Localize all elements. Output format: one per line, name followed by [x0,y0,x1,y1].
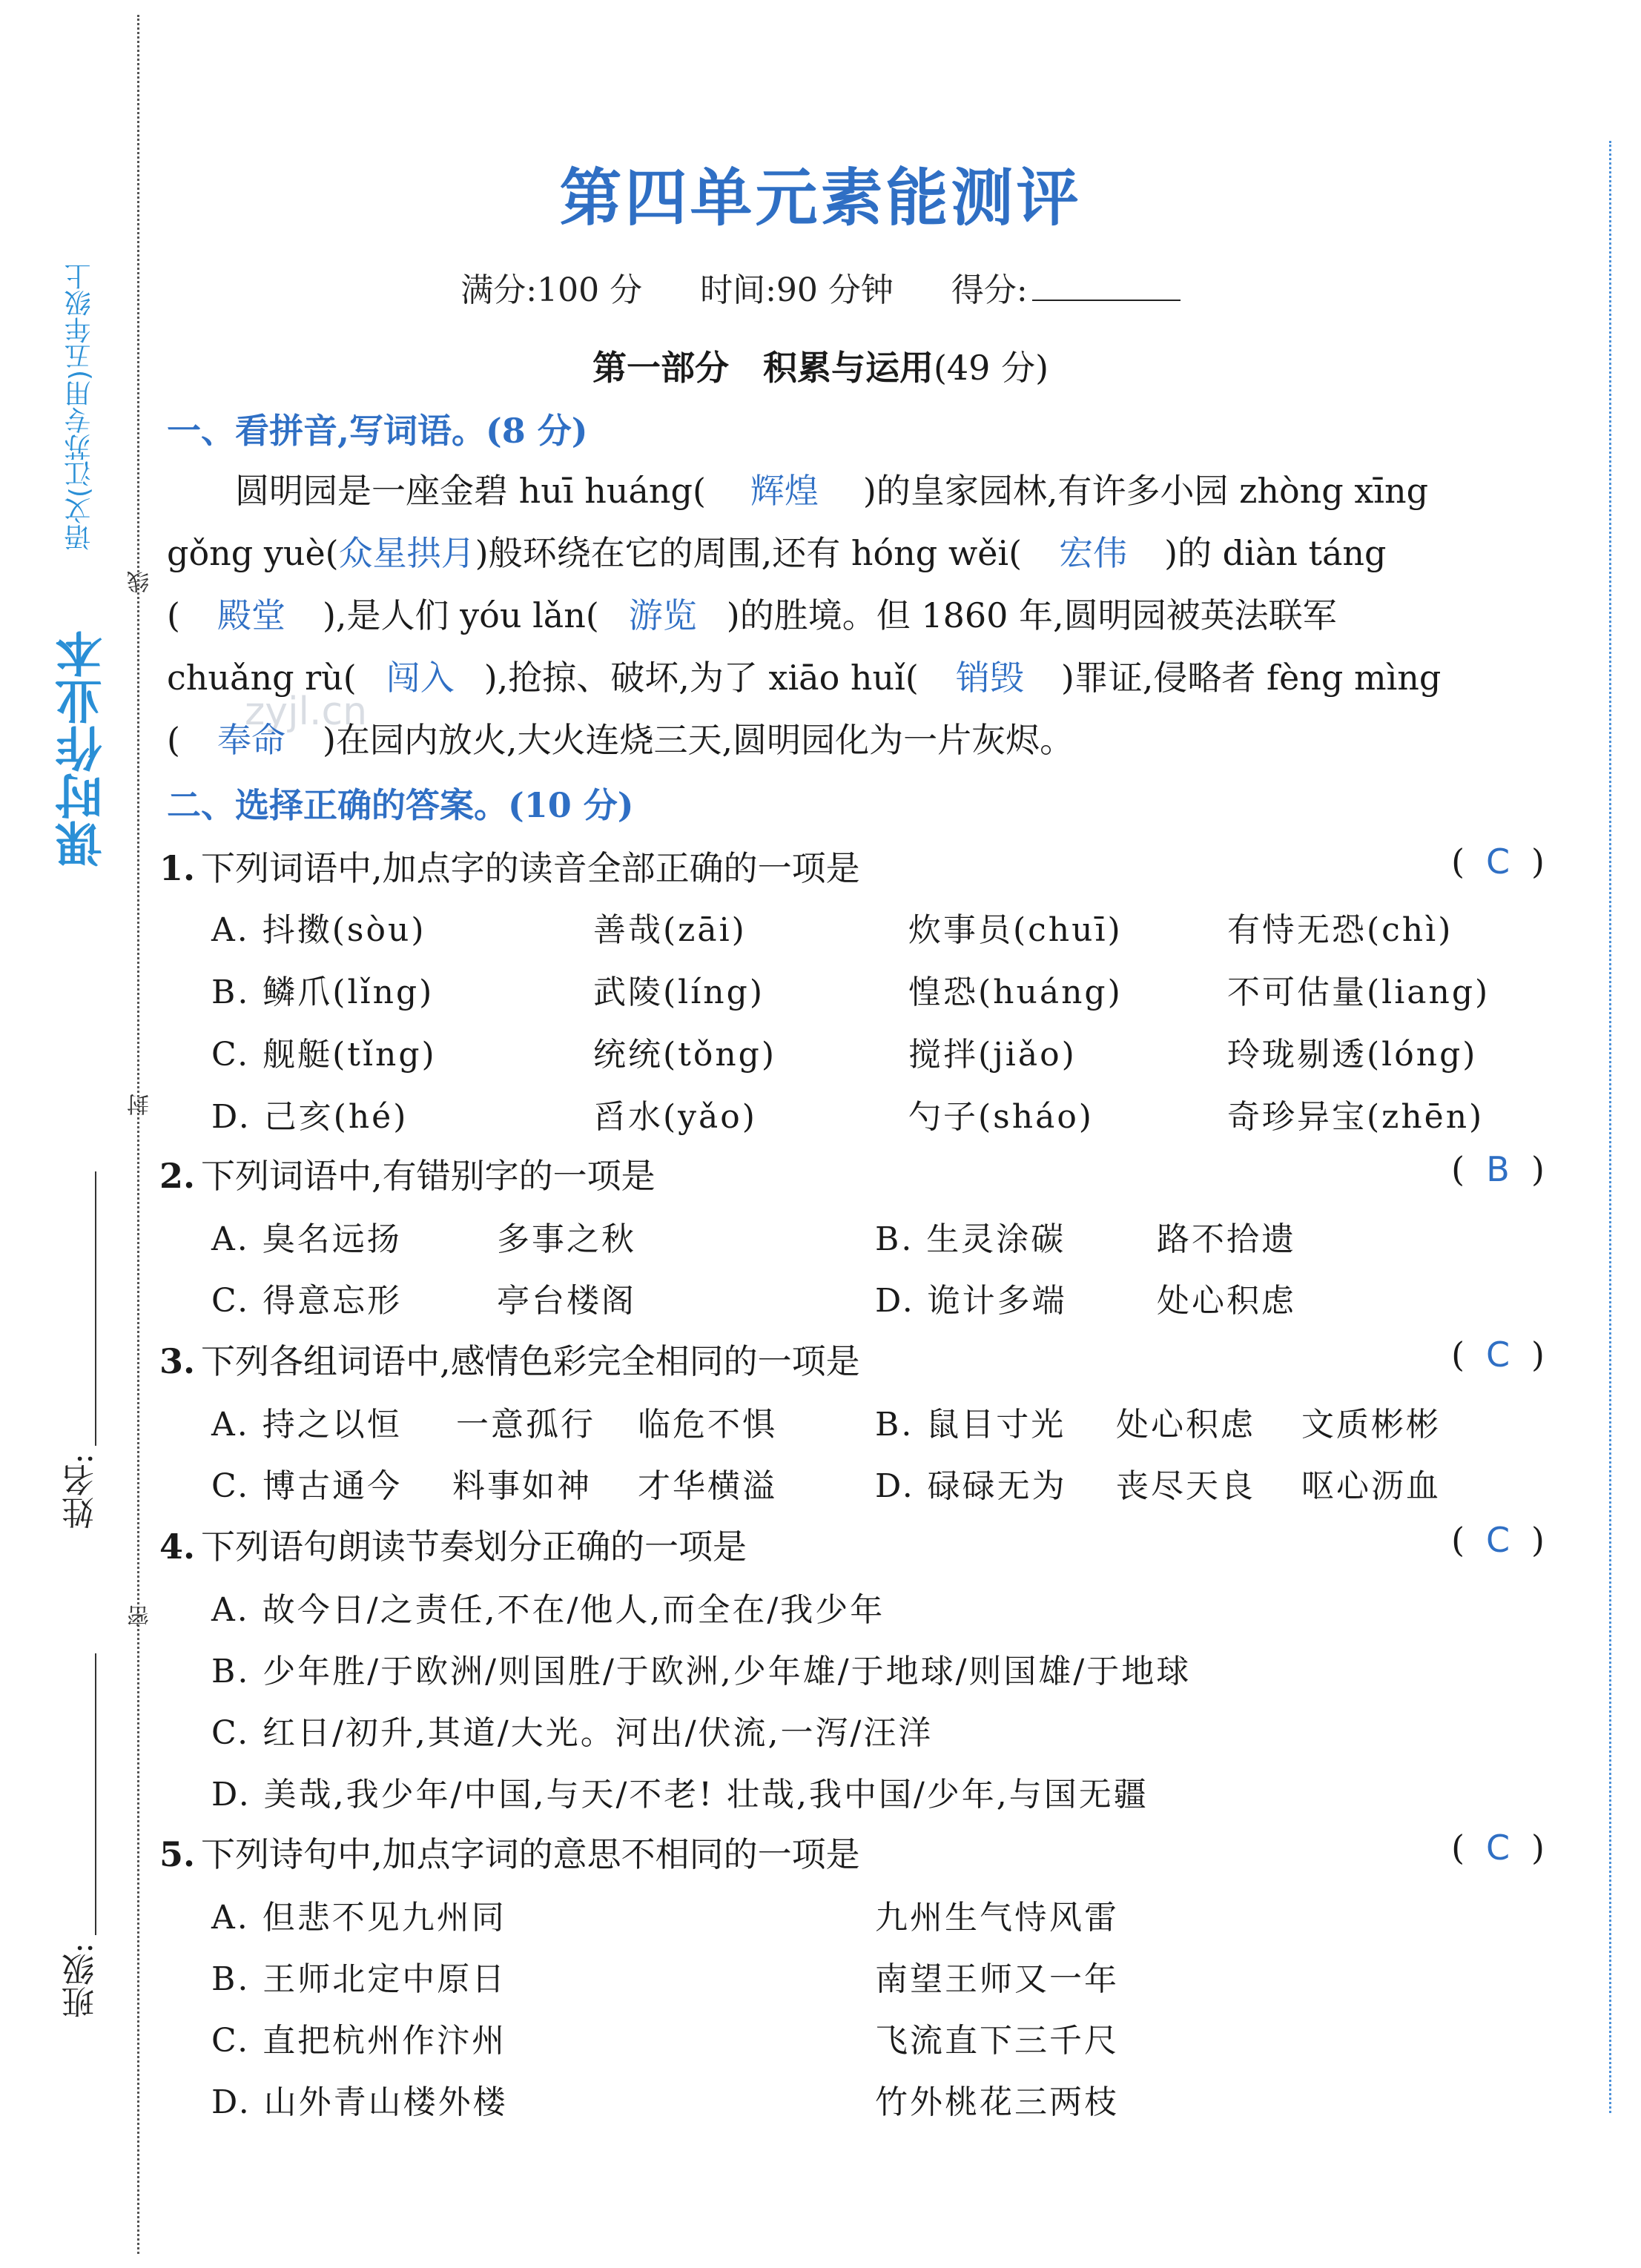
question-2 [159,1149,656,1198]
question-number: 2. [159,1156,196,1196]
option-text: 临危不惧 [638,1406,777,1444]
option-text: D. 己亥(hé) [211,1098,409,1136]
passage-line [167,522,1546,584]
q1-option[interactable] [1227,965,1490,1013]
q1-option[interactable] [593,903,747,950]
option-text: 处心积虑 [1116,1406,1255,1444]
q4-option[interactable]: A. 故今日/之责任,不在/他人,而全在/我少年 [211,1591,885,1629]
q3-option[interactable] [1116,1398,1255,1445]
question-number: 1. [159,848,196,888]
q5-option[interactable]: 竹外桃花三两枝 [875,2083,1119,2121]
answer-blank[interactable]: 销毁 [955,658,1024,698]
q1-option[interactable] [1227,1090,1484,1137]
question-4 [159,1520,747,1569]
passage-text: ),抢掠、破坏,为了 xiāo huǐ( [483,658,919,698]
q4-option[interactable]: C. 红日/初升,其道/大光。河出/伏流,一泻/汪洋 [211,1714,934,1752]
passage-line [167,584,1546,647]
q1-option[interactable] [211,903,426,950]
passage-text: )般环绕在它的周围,还有 hóng wěi( [475,533,1023,573]
answer-blank[interactable]: 游览 [628,595,697,635]
q3-option[interactable] [211,1459,402,1507]
q3-option[interactable] [211,1398,402,1445]
option-text: 搅拌(jiǎo) [908,1036,1077,1074]
q3-option[interactable] [638,1398,777,1445]
passage-text: )的 diàn táng [1164,533,1387,573]
q2-option[interactable] [1157,1212,1296,1260]
passage-text: gǒng yuè( [167,533,339,573]
q3-option[interactable] [452,1459,592,1507]
option-text: 一意孤行 [456,1406,595,1444]
q1-option[interactable] [593,1090,757,1137]
option-text: D. 碌碌无为 [875,1467,1067,1505]
option-text: 有恃无恐(chì) [1227,911,1453,949]
section1-heading: 一、看拼音,写词语。(8 分) [167,411,588,451]
question-text: 下列诗句中,加点字词的意思不相同的一项是 [201,1834,860,1874]
brand-subtitle: 语文(江苏专用)五年级上 [65,263,95,552]
question-text: 下列各组词语中,感情色彩完全相同的一项是 [201,1341,860,1381]
question-number: 4. [159,1527,196,1567]
answer-value: C [1485,842,1510,882]
passage-text: chuǎng rù( [167,658,357,698]
q1-option[interactable] [908,903,1123,950]
q2-option[interactable] [875,1274,1067,1321]
option-text: 文质彬彬 [1301,1406,1441,1444]
answer-slot-1[interactable]: ( C ) [1451,842,1545,882]
right-margin-line [1609,141,1611,2113]
option-text: 不可估量(liang) [1227,973,1490,1011]
name-field[interactable] [95,1171,96,1446]
part-heading [0,341,1641,390]
passage-line [167,709,1546,771]
option-text: A. 持之以恒 [211,1406,402,1444]
passage-text: ( [167,595,180,635]
q2-option[interactable] [1157,1274,1296,1321]
answer-blank[interactable]: 殿堂 [217,595,285,635]
q5-option[interactable]: B. 王师北定中原日 [211,1960,507,1998]
answer-blank[interactable]: 奉命 [217,720,285,760]
option-text: 料事如神 [452,1467,592,1505]
option-text: 多事之秋 [497,1220,636,1258]
option-text: 亭台楼阁 [497,1282,636,1320]
question-text: 下列词语中,有错别字的一项是 [201,1156,656,1196]
test-meta [0,263,1641,311]
q1-option[interactable] [908,965,1123,1013]
cut-mark-secret: 密 [128,1605,153,1627]
q5-option[interactable]: 九州生气恃风雷 [875,1899,1119,1937]
passage-text: ),是人们 yóu lǎn( [322,595,599,635]
option-text: 善哉(zāi) [593,911,747,949]
answer-value: C [1485,1520,1510,1560]
question-1 [159,842,860,890]
q5-option[interactable]: A. 但悲不见九州同 [211,1899,506,1937]
option-text: 路不拾遗 [1157,1220,1296,1258]
option-text: B. 鳞爪(lǐng) [211,973,435,1011]
answer-value: B [1486,1149,1510,1189]
option-text: 奇珍异宝(zhēn) [1227,1098,1485,1136]
q5-option[interactable]: D. 山外青山楼外楼 [211,2083,508,2121]
passage-text: ( [167,720,180,760]
option-text: C. 得意忘形 [211,1282,403,1320]
option-text: A. 抖擞(sòu) [211,911,426,949]
passage-text: 圆明园是一座金碧 huī huáng( [235,471,706,511]
question-text: 下列语句朗读节奏划分正确的一项是 [201,1527,747,1567]
q1-option[interactable] [593,1028,776,1075]
name-label: 姓名: [62,1453,100,1530]
option-text: B. 生灵涂碳 [875,1220,1066,1258]
answer-blank[interactable]: 众星拱月 [338,533,475,573]
option-text: 呕心沥血 [1301,1467,1441,1505]
time-limit: 时间:90 分钟 [700,271,894,309]
option-text: C. 博古通今 [211,1467,403,1505]
option-text: 炊事员(chuī) [908,911,1123,949]
passage-text: )在园内放火,大火连烧三天,圆明园化为一片灰烬。 [322,720,1074,760]
q2-option[interactable] [497,1274,636,1321]
score-label: 得分: [951,271,1028,309]
passage-text: )的皇家园林,有许多小园 zhòng xīng [862,471,1429,511]
q1-option[interactable] [908,1028,1077,1075]
q3-option[interactable] [1301,1398,1441,1445]
answer-slot-5[interactable]: ( C ) [1451,1828,1545,1868]
option-text: 丧尽天良 [1116,1467,1255,1505]
answer-value: C [1485,1335,1510,1375]
option-text: B. 鼠目寸光 [875,1406,1066,1444]
q4-option[interactable]: D. 美哉,我少年/中国,与天/不老! 壮哉,我中国/少年,与国无疆 [211,1776,1149,1814]
question-number: 5. [159,1834,196,1874]
q3-option[interactable] [638,1459,777,1507]
question-5 [159,1828,860,1877]
answer-slot-2[interactable]: ( B ) [1451,1149,1545,1189]
class-label: 班级: [62,1943,100,2019]
option-text: 舀水(yǎo) [593,1098,757,1136]
full-score: 满分:100 分 [460,271,643,309]
passage-text: )的胜境。但 1860 年,圆明园被英法联军 [726,595,1337,635]
section2-heading: 二、选择正确的答案。(10 分) [167,785,634,825]
q5-option[interactable]: C. 直把杭州作汴州 [211,2022,507,2060]
brand-logo: 课时作业本 [56,630,110,867]
option-text: 玲珑剔透(lóng) [1227,1036,1478,1074]
option-text: 武陵(líng) [593,973,765,1011]
question-number: 3. [159,1341,196,1381]
option-text: 勺子(sháo) [908,1098,1094,1136]
passage-line [167,647,1546,709]
q3-option[interactable] [1116,1459,1255,1507]
option-text: 才华横溢 [638,1467,777,1505]
answer-value: C [1485,1828,1510,1868]
q3-option[interactable] [875,1398,1066,1445]
passage-text: )罪证,侵略者 fèng mìng [1060,658,1442,698]
answer-slot-3[interactable]: ( C ) [1451,1335,1545,1375]
option-text: 惶恐(huáng) [908,973,1123,1011]
option-text: D. 诡计多端 [875,1282,1067,1320]
q1-option[interactable] [1227,1028,1477,1075]
option-text: 处心积虑 [1157,1282,1296,1320]
q1-option[interactable] [593,965,765,1013]
answer-blank[interactable]: 闯入 [386,658,455,698]
answer-blank[interactable]: 宏伟 [1059,533,1128,573]
question-3 [159,1335,860,1383]
passage-line [167,460,1546,522]
answer-slot-4[interactable]: ( C ) [1451,1520,1545,1560]
q2-option[interactable] [875,1212,1066,1260]
section1-passage [167,460,1546,771]
q2-option[interactable] [211,1212,402,1260]
q1-option[interactable] [1227,903,1453,950]
score-field[interactable] [1032,300,1181,301]
option-text: C. 舰艇(tǐng) [211,1036,437,1074]
q3-option[interactable] [456,1398,595,1445]
q3-option[interactable] [1301,1459,1441,1507]
q2-option[interactable] [211,1274,402,1321]
q5-option[interactable]: 南望王师又一年 [875,1960,1119,1998]
q4-option[interactable]: B. 少年胜/于欧洲/则国胜/于欧洲,少年雄/于地球/则国雄/于地球 [211,1653,1192,1690]
q1-option[interactable] [211,1090,408,1137]
class-field[interactable] [95,1653,96,1935]
page-title: 第四单元素能测评 [559,161,1082,234]
q1-option[interactable] [211,1028,437,1075]
q1-option[interactable] [908,1090,1094,1137]
q3-option[interactable] [875,1459,1067,1507]
option-text: A. 臭名远扬 [211,1220,402,1258]
cut-mark-line: 线 [128,571,153,593]
answer-blank[interactable]: 辉煌 [750,471,819,511]
q5-option[interactable]: 飞流直下三千尺 [875,2022,1119,2060]
cut-mark-seal: 封 [128,1094,153,1116]
q1-option[interactable] [211,965,434,1013]
watermark: zyjl.cn [245,690,368,734]
part-title: 第一部分 积累与运用 [592,348,934,388]
option-text: 统统(tǒng) [593,1036,777,1074]
part-score: (49 分) [933,348,1049,388]
q2-option[interactable] [497,1212,636,1260]
question-text: 下列词语中,加点字的读音全部正确的一项是 [201,848,860,888]
